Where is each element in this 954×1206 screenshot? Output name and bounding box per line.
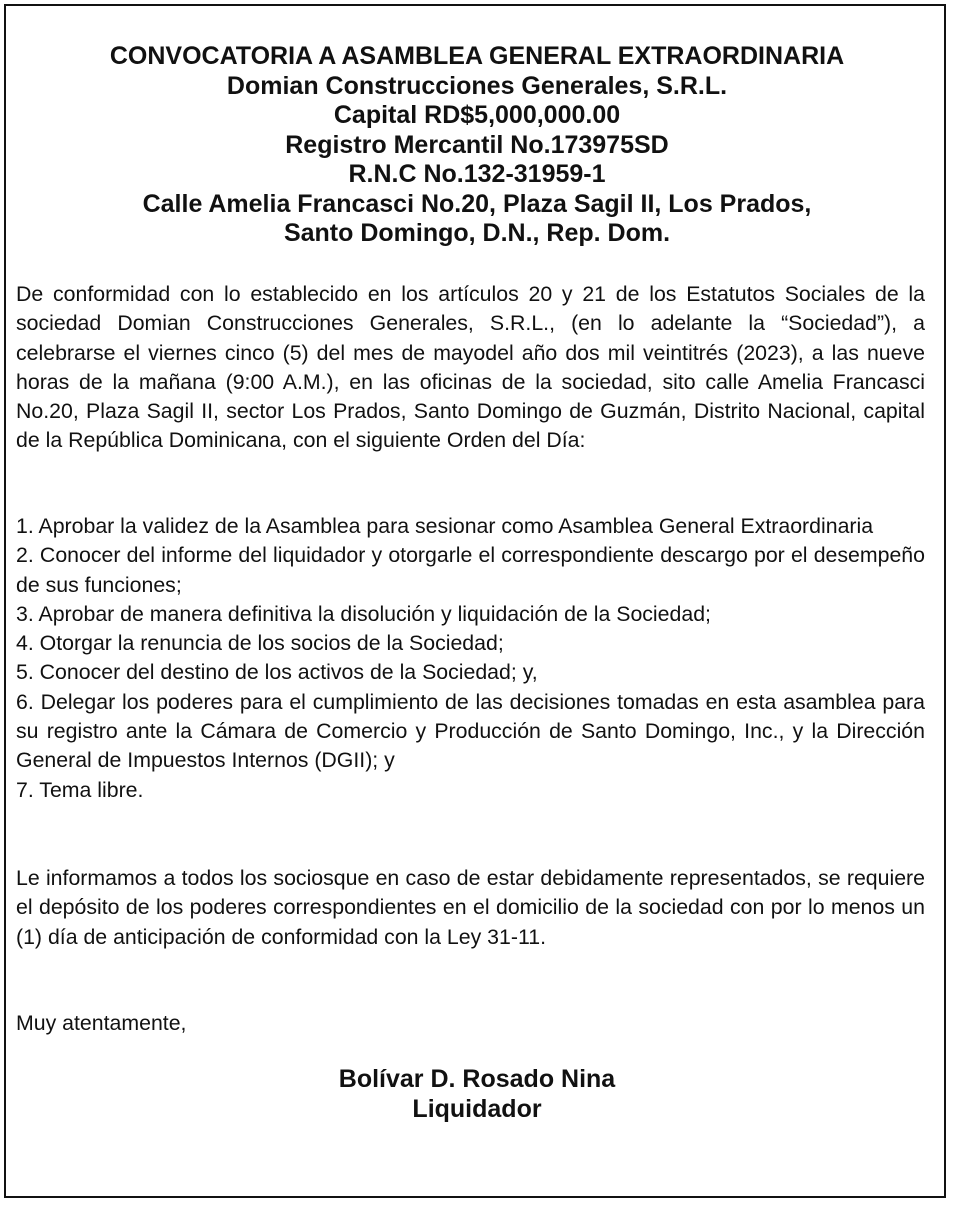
company-capital: Capital RD$5,000,000.00 <box>333 101 621 129</box>
notice-header <box>0 42 954 249</box>
agenda-item: 5. Conocer del destino de los activos de la Sociedad; y, <box>16 660 538 685</box>
agenda-item: 2. Conocer del informe del liquidador y otorgarle el correspondiente descargo por el desempeño de sus funciones; <box>16 543 925 597</box>
notice-paragraph: Le informamos a todos los sociosque en caso de estar debidamente representados, se requiere el depósito de los poderes correspondientes en el domicilio de la sociedad con por lo menos un (1) día de anticipación de conformidad con la Ley 31-11. <box>16 866 925 949</box>
company-name: Domian Construcciones Generales, S.R.L. <box>226 71 728 100</box>
closing-block <box>16 1009 925 1038</box>
address-line-1: Calle Amelia Francasci No.20, Plaza Sagil II, Los Prados, <box>142 189 812 218</box>
intro-paragraph: De conformidad con lo establecido en los artículos 20 y 21 de los Estatutos Sociales de la sociedad Domian Construcciones Generales, S.R.L., (en lo adelante la “Sociedad”), a celebrarse el viernes cinco (5) del mes de mayodel año dos mil veintitrés (2023), a las nueve horas de la mañana (9:00 A.M.), en las oficinas de la sociedad, sito calle Amelia Francasci No.20, Plaza Sagil II, sector Los Prados, Santo Domingo de Guzmán, Distrito Nacional, capital de la República Dominicana, con el siguiente Orden del Día: <box>16 282 925 453</box>
agenda-item: 1. Aprobar la validez de la Asamblea para sesionar como Asamblea General Extraordinaria <box>16 514 874 538</box>
notice-title: CONVOCATORIA A ASAMBLEA GENERAL EXTRAORDINARIA <box>109 42 845 70</box>
closing-salutation: Muy atentamente, <box>16 1011 187 1035</box>
agenda-item: 4. Otorgar la renuncia de los socios de la Sociedad; <box>16 631 504 656</box>
agenda-item: 6. Delegar los poderes para el cumplimiento de las decisiones tomadas en esta asamblea para su registro ante la Cámara de Comercio y Producción de Santo Domingo, Inc., y la Dirección General de Impuestos Internos (DGII); y <box>16 689 925 773</box>
signatory-name: Bolívar D. Rosado Nina <box>338 1065 616 1093</box>
agenda-item: 7. Tema libre. <box>16 777 144 802</box>
address-line-2: Santo Domingo, D.N., Rep. Dom. <box>283 219 671 247</box>
registro-mercantil: Registro Mercantil No.173975SD <box>285 130 669 159</box>
signature-block <box>0 1065 954 1124</box>
notice-paragraph-block <box>16 864 925 952</box>
rnc-number: R.N.C No.132-31959-1 <box>348 160 606 188</box>
signatory-role: Liquidador <box>412 1094 542 1123</box>
intro-paragraph-block <box>16 280 925 456</box>
agenda-list <box>16 512 925 805</box>
agenda-item: 3. Aprobar de manera definitiva la disolución y liquidación de la Sociedad; <box>16 601 711 626</box>
